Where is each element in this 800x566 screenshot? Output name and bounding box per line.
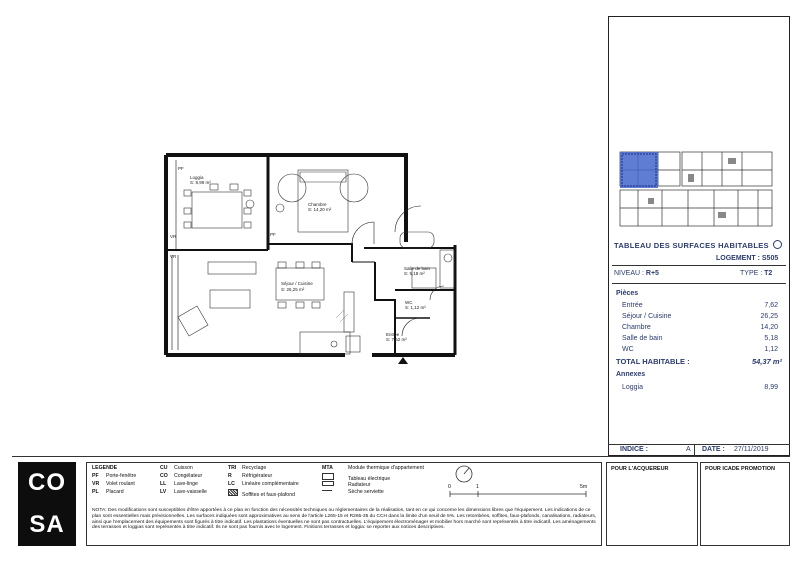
indice-value: A bbox=[686, 446, 691, 453]
piece-name: WC bbox=[622, 346, 634, 353]
date: DATE : bbox=[702, 446, 725, 453]
piece-name: Chambre bbox=[622, 324, 651, 331]
legend-item: LV Lave-vaisselle bbox=[160, 489, 207, 495]
annexe-name: Loggia bbox=[622, 384, 644, 391]
total-value: 54,37 m² bbox=[751, 357, 782, 366]
piece-value: 26,25 bbox=[760, 313, 778, 320]
key-plan bbox=[618, 148, 776, 230]
type: TYPE : T2 bbox=[740, 270, 773, 277]
nota-text: NOTA: Des modifications sont susceptibles d'être apportées à ce plan en fonction des nécessités techniques ou réglementaires de la réalisation, tant en ce qui concerne les dimensions libres que l'équipement. Les indications de ce plan sont essentielles mais prévisionnelles. Les surfaces indiquées sont approximatives au sens de l'article L265-15 et R265-35 du CCH dans la limite d'un seuil de 5%. Les retombées, soffites, faux-plafonds, canalisations, radiateurs, ainsi que l'emplacement des équipements sont figurés à titre indicatif. Les plantations éventuelles ne sont pas contractuelles. L'équipement électroménager et mobilier hors marché sont représentés à titre indicatif. Les aménagements des terrasses et loggias sont représentés à titre indicatif. Ils ne sont pas fournis avec le logement. Finitions terrasses et loggia: se reporter aux notices descriptives. bbox=[92, 508, 597, 531]
room-area-loggia: S: 8,99 m² bbox=[190, 180, 211, 185]
piece-value: 14,20 bbox=[760, 324, 778, 331]
cosa-logo bbox=[18, 462, 76, 546]
acquereur-label: POUR L'ACQUEREUR bbox=[611, 466, 669, 472]
legend-item: Radiateur bbox=[322, 481, 371, 488]
piece-value: 5,18 bbox=[764, 335, 778, 342]
logement-label: LOGEMENT : S505 bbox=[716, 255, 779, 262]
promotion-box bbox=[700, 462, 790, 546]
compass-icon bbox=[773, 240, 782, 249]
legend-item: CU Cuisson bbox=[160, 465, 193, 471]
acquereur-box bbox=[606, 462, 698, 546]
mark-vr: VR bbox=[170, 234, 177, 239]
niveau: NIVEAU : R+5 bbox=[614, 270, 659, 277]
hatch-icon bbox=[228, 489, 242, 498]
room-label-loggia: Loggia bbox=[190, 175, 204, 180]
piece-value: 7,62 bbox=[764, 302, 778, 309]
room-area-sdb: S: 5,18 m² bbox=[404, 271, 425, 276]
piece-name: Entrée bbox=[622, 302, 643, 309]
room-area-chambre: S: 14,20 m² bbox=[308, 207, 332, 212]
legend-item: VR Volet roulant bbox=[92, 481, 135, 487]
annexes-heading: Annexes bbox=[616, 371, 646, 378]
scale-one: 1 bbox=[476, 484, 479, 490]
piece-name: Séjour / Cuisine bbox=[622, 313, 672, 320]
legend-item: PL Placard bbox=[92, 489, 124, 495]
room-label-sdb: Salle de bain bbox=[404, 266, 431, 271]
legend-item: Tableau électrique bbox=[322, 473, 390, 482]
legend-item: LC Linéaire complémentaire bbox=[228, 481, 299, 487]
indice: INDICE : bbox=[620, 446, 648, 453]
table-title: TABLEAU DES SURFACES HABITABLES bbox=[614, 240, 782, 250]
legend-item: Soffites et faux-plafond bbox=[228, 489, 295, 498]
floor-plan bbox=[150, 148, 431, 370]
legend-title: LEGENDE bbox=[92, 465, 118, 471]
compass-icon bbox=[454, 464, 474, 484]
legend-item: MTA Module thermique d'appartement bbox=[322, 465, 424, 471]
mark-vr2: VR bbox=[170, 254, 177, 259]
legend-item: R Réfrigérateur bbox=[228, 473, 273, 479]
legend-item: Sèche serviette bbox=[322, 489, 384, 495]
room-area-entree: S: 7,62 m² bbox=[386, 337, 407, 342]
logo-top: CO bbox=[18, 462, 76, 504]
legend-item: LL Lave-linge bbox=[160, 481, 198, 487]
piece-name: Salle de bain bbox=[622, 335, 663, 342]
room-label-chambre: Chambre bbox=[308, 202, 327, 207]
radiator-icon bbox=[322, 481, 348, 488]
room-label-entree: Entrée bbox=[386, 332, 400, 337]
piece-value: 1,12 bbox=[764, 346, 778, 353]
annexe-value: 8,99 bbox=[764, 384, 778, 391]
legend-item: PF Porte-fenêtre bbox=[92, 473, 137, 479]
scale-five: 5m bbox=[580, 484, 588, 490]
promotion-label: POUR ICADE PROMOTION bbox=[705, 466, 775, 472]
room-label-sejour: Séjour / Cuisine bbox=[281, 281, 313, 286]
room-area-sejour: S: 26,25 m² bbox=[281, 287, 305, 292]
mark-pf: PF bbox=[178, 166, 184, 171]
towel-dryer-icon bbox=[322, 489, 348, 495]
legend-item: CO Congélateur bbox=[160, 473, 203, 479]
total-label: TOTAL HABITABLE : bbox=[616, 357, 690, 366]
mark-pf2: PF bbox=[270, 232, 276, 237]
room-label-wc: WC bbox=[405, 300, 413, 305]
scale-bar bbox=[448, 484, 588, 504]
date-value: 27/11/2019 bbox=[734, 446, 769, 453]
pieces-heading: Pièces bbox=[616, 290, 639, 297]
logo-bottom: SA bbox=[18, 504, 76, 546]
room-area-wc: S: 1,12 m² bbox=[405, 305, 426, 310]
scale-zero: 0 bbox=[448, 484, 451, 490]
legend-item: TRI Recyclage bbox=[228, 465, 267, 471]
